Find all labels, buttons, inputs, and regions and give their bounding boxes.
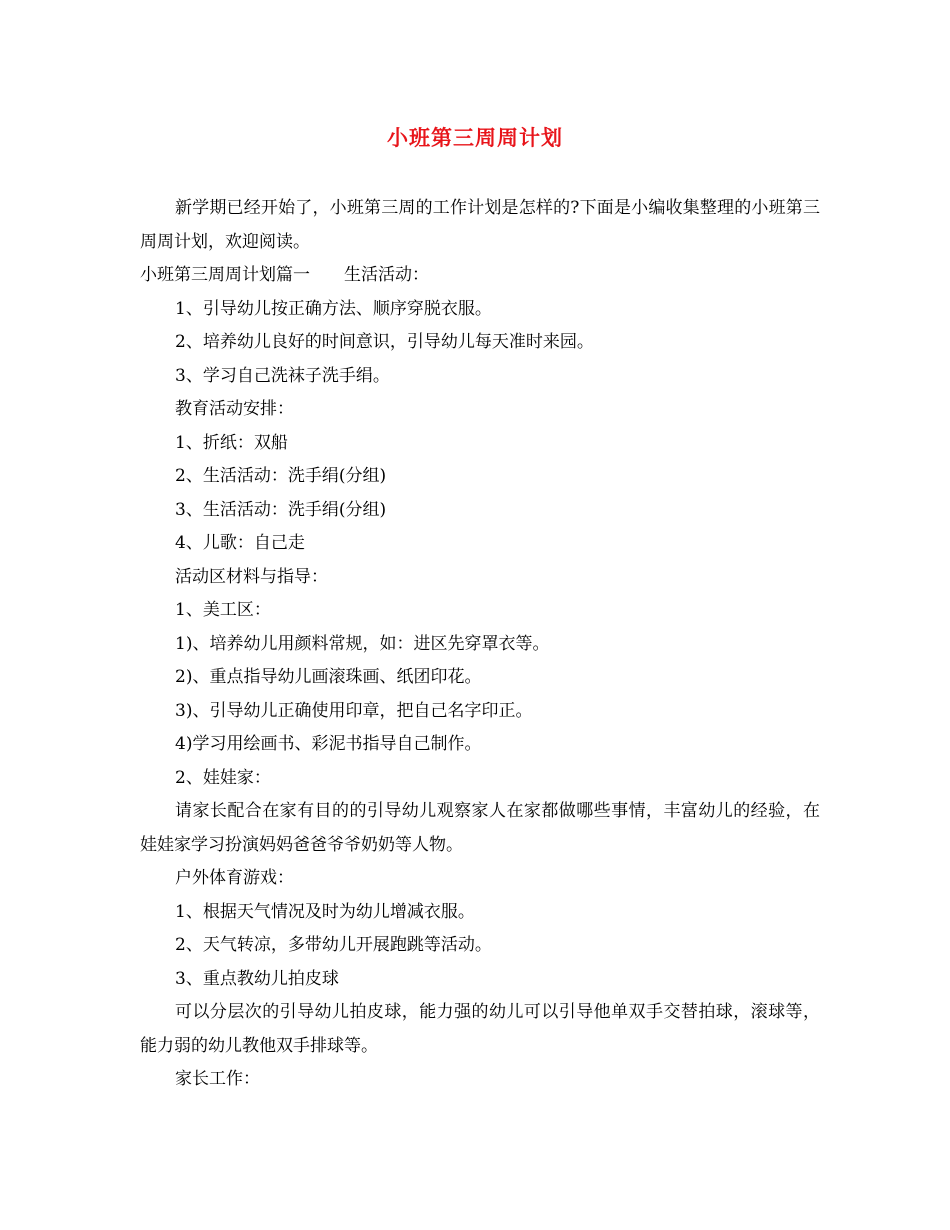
education-item: 2、生活活动：洗手绢(分组) xyxy=(175,466,387,486)
section-header: 小班第三周周计划篇一 生活活动： xyxy=(140,265,429,285)
page-title: 小班第三周周计划 xyxy=(387,125,563,150)
parent-heading: 家长工作： xyxy=(175,1069,260,1089)
life-item: 2、培养幼儿良好的时间意识，引导幼儿每天准时来园。 xyxy=(175,332,594,352)
art-item: 3)、引导幼儿正确使用印章，把自己名字印正。 xyxy=(175,700,533,721)
outdoor-heading: 户外体育游戏： xyxy=(175,868,294,888)
intro-paragraph: 新学期已经开始了，小班第三周的工作计划是怎样的?下面是小编收集整理的小班第三周周计划，欢迎阅读。 xyxy=(140,198,820,252)
document-body xyxy=(140,192,820,1097)
education-item: 3、生活活动：洗手绢(分组) xyxy=(175,499,387,520)
art-heading: 1、美工区： xyxy=(175,600,271,620)
art-item: 4)学习用绘画书、彩泥书指导自己制作。 xyxy=(175,734,482,754)
ball-paragraph: 可以分层次的引导幼儿拍皮球，能力强的幼儿可以引导他单双手交替拍球，滚球等，能力弱的幼儿教他双手排球等。 xyxy=(140,1002,820,1056)
outdoor-item: 2、天气转凉，多带幼儿开展跑跳等活动。 xyxy=(175,935,492,955)
doll-heading: 2、娃娃家： xyxy=(175,767,271,788)
outdoor-item: 3、重点教幼儿拍皮球 xyxy=(175,968,339,989)
education-heading: 教育活动安排： xyxy=(175,399,294,419)
education-item: 1、折纸：双船 xyxy=(175,432,288,453)
education-item: 4、儿歌：自己走 xyxy=(175,533,305,553)
art-item: 1)、培养幼儿用颜料常规，如：进区先穿罩衣等。 xyxy=(175,633,550,654)
area-heading: 活动区材料与指导： xyxy=(175,566,328,587)
doll-paragraph: 请家长配合在家有目的的引导幼儿观察家人在家都做哪些事情，丰富幼儿的经验，在娃娃家学习扮演妈妈爸爸爷爷奶奶等人物。 xyxy=(140,801,820,855)
art-item: 2)、重点指导幼儿画滚珠画、纸团印花。 xyxy=(175,667,482,687)
outdoor-item: 1、根据天气情况及时为幼儿增减衣服。 xyxy=(175,901,475,922)
life-item: 1、引导幼儿按正确方法、顺序穿脱衣服。 xyxy=(175,298,492,319)
life-item: 3、学习自己洗袜子洗手绢。 xyxy=(175,365,390,386)
